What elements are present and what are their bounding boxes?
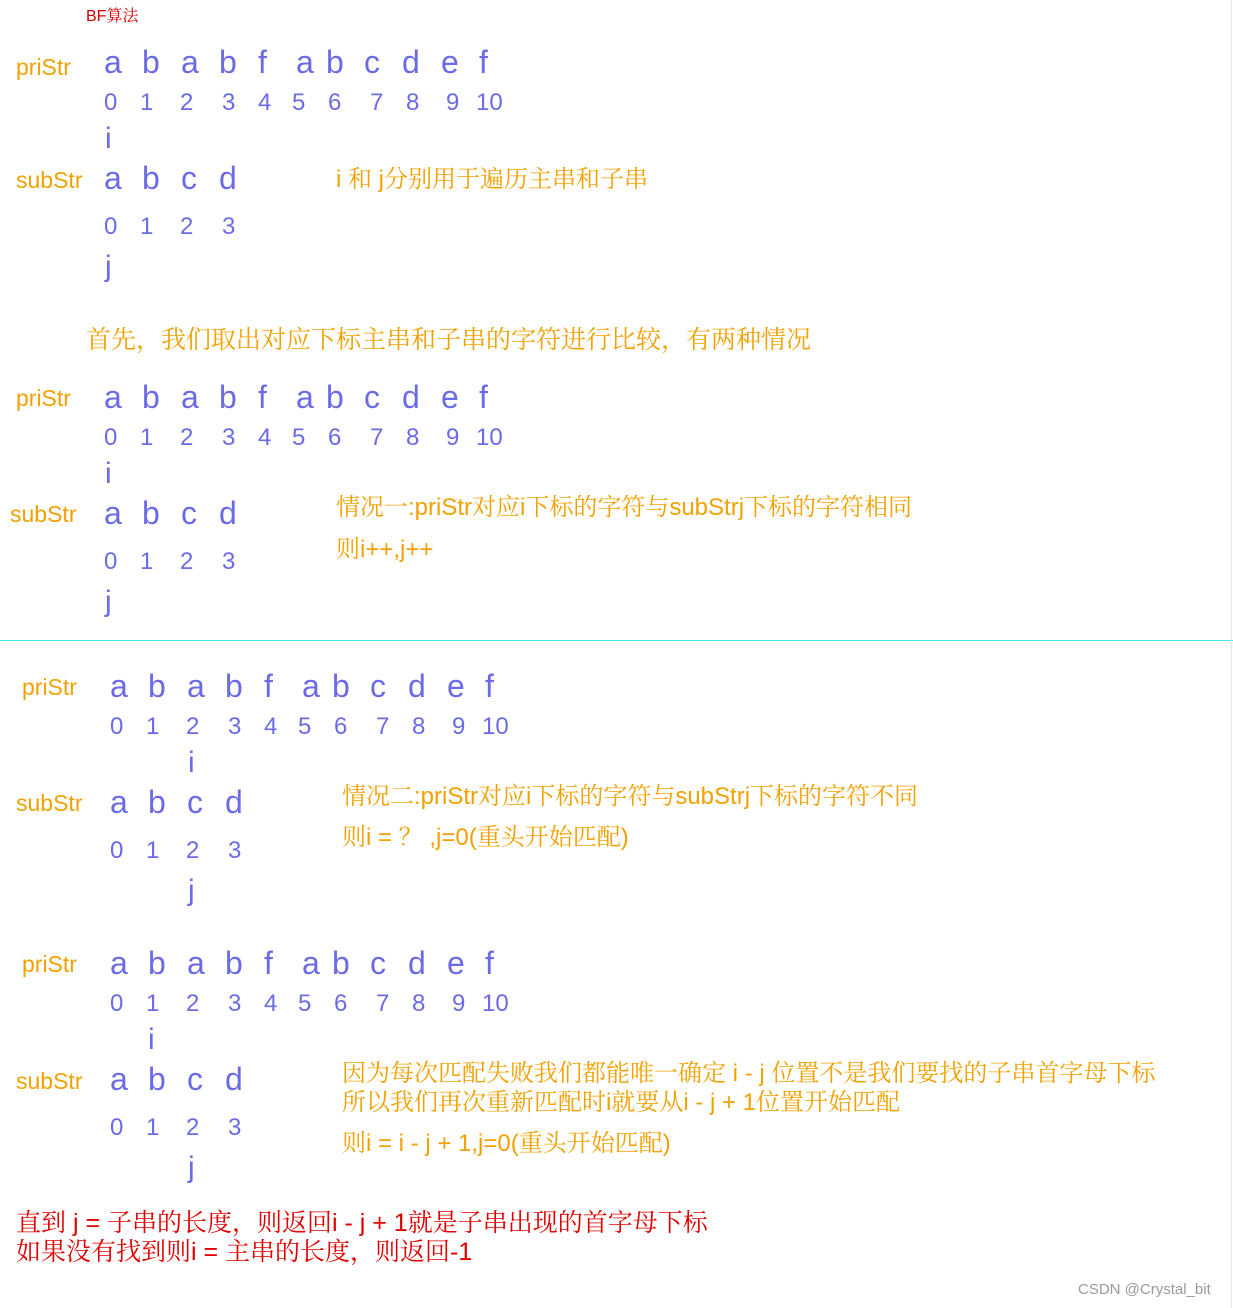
char-4: f xyxy=(264,668,273,704)
intro-note: i 和 j分别用于遍历主串和子串 xyxy=(336,166,648,193)
sub-label: subStr xyxy=(16,167,83,193)
index-1: 1 xyxy=(140,548,154,575)
char-9: e xyxy=(447,945,465,981)
index-0: 0 xyxy=(110,837,124,864)
char-10: f xyxy=(479,44,488,80)
pointer-j: j xyxy=(188,1151,195,1184)
char-2: a xyxy=(181,379,199,415)
index-10: 10 xyxy=(482,713,509,740)
char-7: c xyxy=(364,379,380,415)
char-8: d xyxy=(408,945,426,981)
pri-label: priStr xyxy=(22,951,77,977)
char-5: a xyxy=(302,945,320,981)
sub-label: subStr xyxy=(16,790,83,816)
char-0: a xyxy=(110,784,128,820)
index-0: 0 xyxy=(104,548,118,575)
char-2: a xyxy=(181,44,199,80)
index-0: 0 xyxy=(110,990,124,1017)
char-10: f xyxy=(485,668,494,704)
index-4: 4 xyxy=(258,89,272,116)
index-9: 9 xyxy=(452,990,466,1017)
char-1: b xyxy=(148,784,166,820)
char-3: b xyxy=(225,945,243,981)
index-2: 2 xyxy=(186,990,200,1017)
index-1: 1 xyxy=(146,1114,160,1141)
char-6: b xyxy=(326,44,344,80)
char-2: a xyxy=(187,668,205,704)
index-10: 10 xyxy=(482,990,509,1017)
index-1: 1 xyxy=(146,990,160,1017)
char-8: d xyxy=(402,44,420,80)
char-2: c xyxy=(187,1061,203,1097)
char-2: a xyxy=(187,945,205,981)
pointer-j: j xyxy=(105,585,112,618)
char-7: c xyxy=(370,668,386,704)
index-2: 2 xyxy=(186,713,200,740)
index-10: 10 xyxy=(476,89,503,116)
index-7: 7 xyxy=(370,89,384,116)
char-9: e xyxy=(447,668,465,704)
char-0: a xyxy=(110,1061,128,1097)
char-8: d xyxy=(408,668,426,704)
pointer-i: i xyxy=(148,1023,155,1056)
index-5: 5 xyxy=(298,990,312,1017)
pri-label: priStr xyxy=(16,54,71,80)
pri-label: priStr xyxy=(22,674,77,700)
index-0: 0 xyxy=(110,713,124,740)
char-0: a xyxy=(110,945,128,981)
index-4: 4 xyxy=(258,424,272,451)
index-8: 8 xyxy=(412,990,426,1017)
char-10: f xyxy=(479,379,488,415)
char-1: b xyxy=(142,495,160,531)
index-3: 3 xyxy=(222,89,236,116)
char-3: d xyxy=(219,160,237,196)
watermark: CSDN @Crystal_bit xyxy=(1078,1281,1211,1298)
index-3: 3 xyxy=(228,1114,242,1141)
index-2: 2 xyxy=(186,1114,200,1141)
index-4: 4 xyxy=(264,713,278,740)
char-1: b xyxy=(142,379,160,415)
char-3: b xyxy=(219,44,237,80)
char-9: e xyxy=(441,379,459,415)
index-9: 9 xyxy=(446,89,460,116)
char-6: b xyxy=(332,668,350,704)
index-3: 3 xyxy=(228,990,242,1017)
sub-label: subStr xyxy=(10,501,77,527)
char-8: d xyxy=(402,379,420,415)
end-note-line2: 如果没有找到则i = 主串的长度，则返回-1 xyxy=(16,1238,473,1266)
char-4: f xyxy=(258,44,267,80)
pointer-j: j xyxy=(188,874,195,907)
pointer-i: i xyxy=(105,457,112,490)
char-9: e xyxy=(441,44,459,80)
index-2: 2 xyxy=(180,89,194,116)
char-6: b xyxy=(326,379,344,415)
char-4: f xyxy=(258,379,267,415)
case2-note-line1: 情况二:priStr对应i下标的字符与subStrj下标的字符不同 xyxy=(342,783,919,810)
index-7: 7 xyxy=(370,424,384,451)
index-0: 0 xyxy=(104,213,118,240)
index-3: 3 xyxy=(228,713,242,740)
index-0: 0 xyxy=(104,424,118,451)
index-2: 2 xyxy=(180,424,194,451)
case3-note-line3: 则i = i - j + 1,j=0(重头开始匹配) xyxy=(342,1130,671,1157)
char-5: a xyxy=(296,44,314,80)
pri-label: priStr xyxy=(16,385,71,411)
index-5: 5 xyxy=(292,89,306,116)
index-6: 6 xyxy=(328,89,342,116)
index-0: 0 xyxy=(110,1114,124,1141)
index-1: 1 xyxy=(140,89,154,116)
char-10: f xyxy=(485,945,494,981)
case1-note-line1: 情况一:priStr对应i下标的字符与subStrj下标的字符相同 xyxy=(336,494,913,521)
case1-note-line2: 则i++,j++ xyxy=(336,536,434,563)
index-9: 9 xyxy=(452,713,466,740)
index-4: 4 xyxy=(264,990,278,1017)
char-1: b xyxy=(142,160,160,196)
char-0: a xyxy=(104,379,122,415)
index-5: 5 xyxy=(298,713,312,740)
char-3: d xyxy=(225,784,243,820)
index-2: 2 xyxy=(180,548,194,575)
case3-note-line1: 因为每次匹配失败我们都能唯一确定 i - j 位置不是我们要找的子串首字母下标 xyxy=(342,1060,1156,1087)
index-5: 5 xyxy=(292,424,306,451)
case3-note-line2: 所以我们再次重新匹配时i就要从i - j + 1位置开始匹配 xyxy=(342,1089,901,1116)
end-note-line1: 直到 j = 子串的长度，则返回i - j + 1就是子串出现的首字母下标 xyxy=(16,1209,708,1237)
index-1: 1 xyxy=(146,837,160,864)
pointer-i: i xyxy=(105,122,112,155)
index-8: 8 xyxy=(412,713,426,740)
char-3: d xyxy=(225,1061,243,1097)
char-6: b xyxy=(332,945,350,981)
index-1: 1 xyxy=(146,713,160,740)
section-divider xyxy=(0,640,1233,641)
char-0: a xyxy=(104,495,122,531)
pointer-i: i xyxy=(188,746,195,779)
index-9: 9 xyxy=(446,424,460,451)
index-0: 0 xyxy=(104,89,118,116)
char-0: a xyxy=(104,160,122,196)
page-edge-line xyxy=(1231,0,1232,1308)
char-7: c xyxy=(364,44,380,80)
index-1: 1 xyxy=(140,213,154,240)
char-3: d xyxy=(219,495,237,531)
diagram-title: BF算法 xyxy=(86,8,139,25)
index-2: 2 xyxy=(180,213,194,240)
index-3: 3 xyxy=(228,837,242,864)
char-3: b xyxy=(219,379,237,415)
index-1: 1 xyxy=(140,424,154,451)
sub-label: subStr xyxy=(16,1068,83,1094)
char-2: c xyxy=(181,160,197,196)
index-7: 7 xyxy=(376,713,390,740)
char-2: c xyxy=(187,784,203,820)
char-1: b xyxy=(148,945,166,981)
index-6: 6 xyxy=(334,990,348,1017)
pointer-j: j xyxy=(105,250,112,283)
index-8: 8 xyxy=(406,424,420,451)
index-3: 3 xyxy=(222,213,236,240)
char-4: f xyxy=(264,945,273,981)
index-2: 2 xyxy=(186,837,200,864)
index-3: 3 xyxy=(222,424,236,451)
char-0: a xyxy=(104,44,122,80)
index-6: 6 xyxy=(328,424,342,451)
index-3: 3 xyxy=(222,548,236,575)
index-8: 8 xyxy=(406,89,420,116)
char-1: b xyxy=(148,668,166,704)
case2-note-line2: 则i = ？ ,j=0(重头开始匹配) xyxy=(342,824,629,851)
char-5: a xyxy=(302,668,320,704)
char-1: b xyxy=(142,44,160,80)
char-3: b xyxy=(225,668,243,704)
char-5: a xyxy=(296,379,314,415)
char-7: c xyxy=(370,945,386,981)
index-6: 6 xyxy=(334,713,348,740)
char-2: c xyxy=(181,495,197,531)
index-10: 10 xyxy=(476,424,503,451)
first-note: 首先，我们取出对应下标主串和子串的字符进行比较，有两种情况 xyxy=(86,326,812,354)
char-1: b xyxy=(148,1061,166,1097)
index-7: 7 xyxy=(376,990,390,1017)
char-0: a xyxy=(110,668,128,704)
